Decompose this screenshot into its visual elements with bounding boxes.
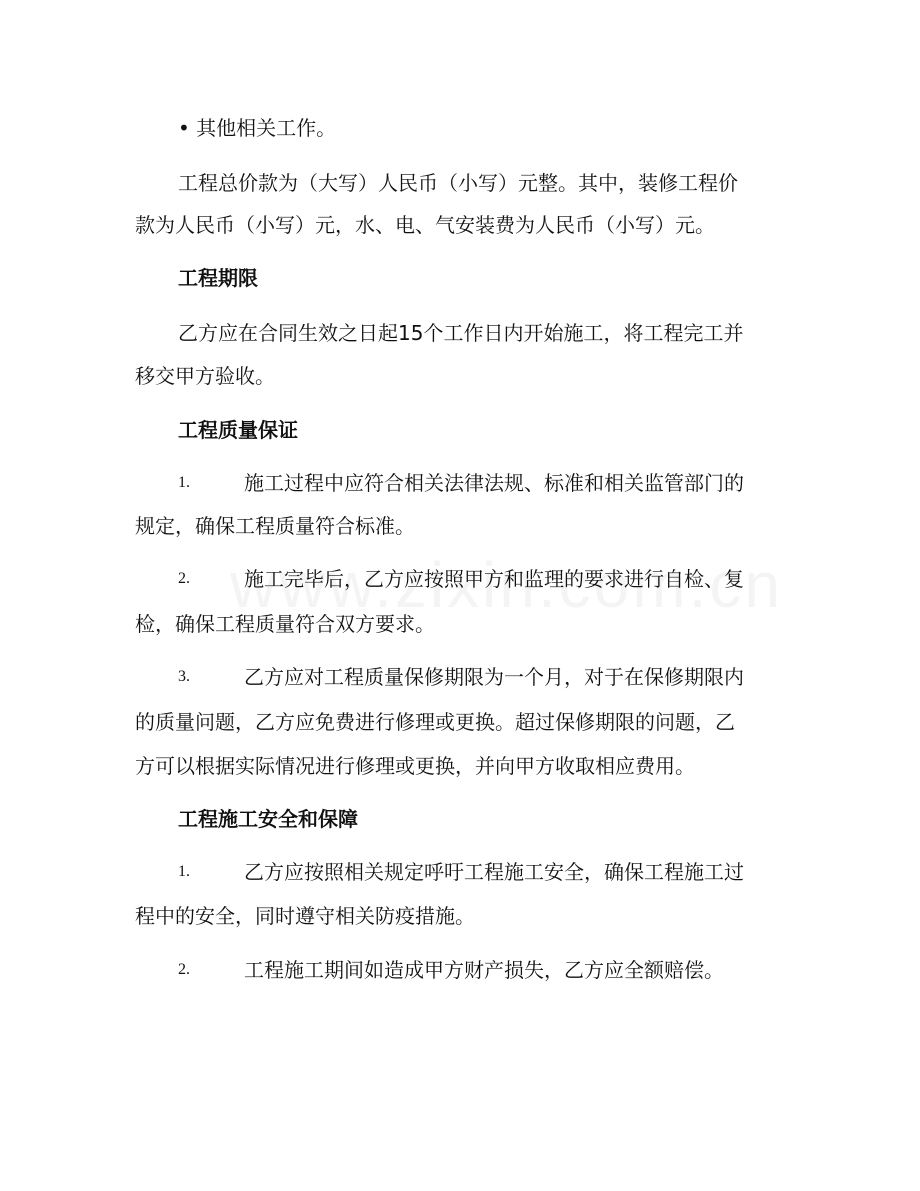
quality-item-3-line-1: 乙方应对工程质量保修期限为一个月，对于在保修期限内 <box>244 665 744 689</box>
schedule-paragraph-line-1: 乙方应在合同生效之日起15个工作日内开始施工，将工程完工并 <box>178 321 744 345</box>
bullet-item: • 其他相关工作。 <box>178 116 337 140</box>
section-heading-quality: 工程质量保证 <box>178 418 298 442</box>
quality-item-3-line-2: 的质量问题，乙方应免费进行修理或更换。超过保修期限的问题，乙 <box>135 710 735 734</box>
list-number: 1. <box>178 863 190 880</box>
list-number: 1. <box>178 474 190 491</box>
price-paragraph-line-2: 款为人民币（小写）元，水、电、气安装费为人民币（小写）元。 <box>135 213 715 237</box>
list-number: 2. <box>178 570 190 587</box>
schedule-paragraph-line-2: 移交甲方验收。 <box>135 364 275 388</box>
list-number: 3. <box>178 668 190 685</box>
safety-item-2-line-1: 工程施工期间如造成甲方财产损失，乙方应全额赔偿。 <box>244 958 724 982</box>
safety-item-1-line-2: 程中的安全，同时遵守相关防疫措施。 <box>135 904 475 928</box>
safety-item-1-line-1: 乙方应按照相关规定呼吁工程施工安全，确保工程施工过 <box>244 860 744 884</box>
list-number: 2. <box>178 961 190 978</box>
section-heading-safety: 工程施工安全和保障 <box>178 807 358 831</box>
quality-item-1-line-2: 规定，确保工程质量符合标准。 <box>135 514 415 538</box>
section-heading-schedule: 工程期限 <box>178 266 258 290</box>
price-paragraph-line-1: 工程总价款为（大写）人民币（小写）元整。其中，装修工程价 <box>178 171 738 195</box>
quality-item-2-line-2: 检，确保工程质量符合双方要求。 <box>135 612 435 636</box>
quality-item-3-line-3: 方可以根据实际情况进行修理或更换，并向甲方收取相应费用。 <box>135 754 695 778</box>
quality-item-1-line-1: 施工过程中应符合相关法律法规、标准和相关监管部门的 <box>244 471 744 495</box>
quality-item-2-line-1: 施工完毕后，乙方应按照甲方和监理的要求进行自检、复 <box>244 567 744 591</box>
